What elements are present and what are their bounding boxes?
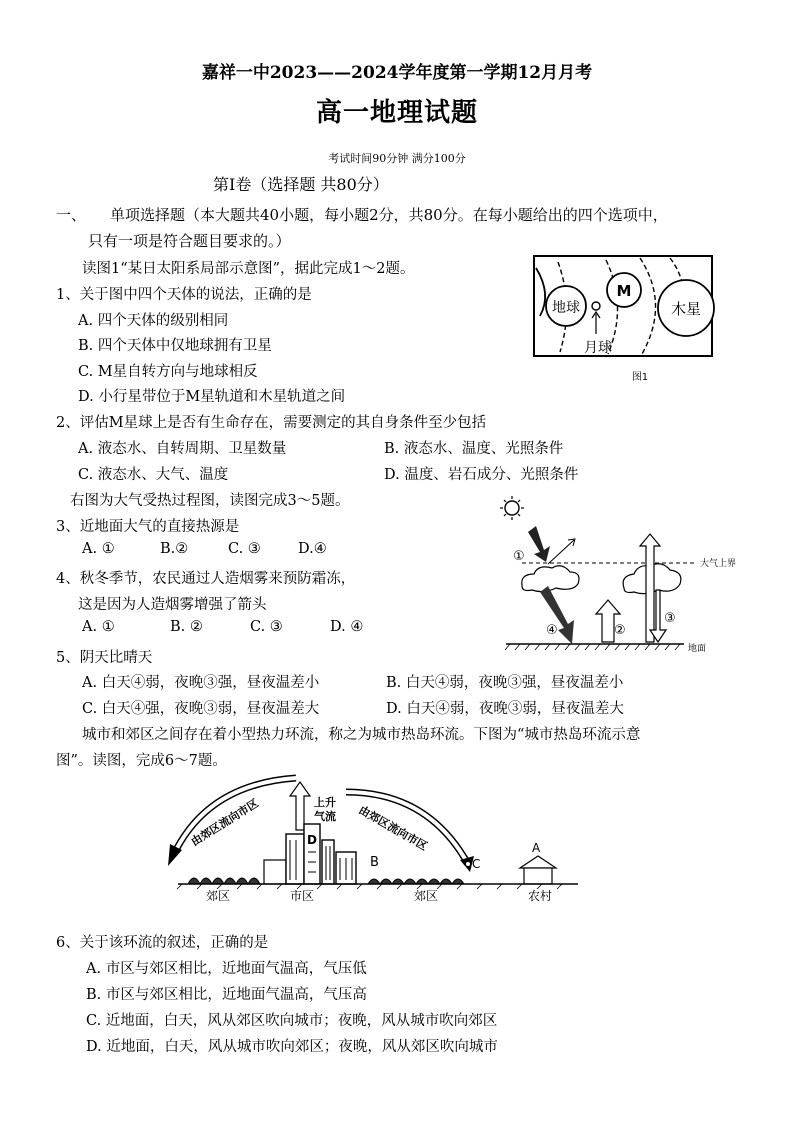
q4-option-a[interactable]: A. ① bbox=[82, 619, 115, 635]
ground-hatching bbox=[505, 644, 680, 650]
q4-stem-line2: 这是因为人造烟雾增强了箭头 bbox=[78, 597, 267, 613]
q1-option-a[interactable]: A. 四个天体的级别相同 bbox=[78, 313, 229, 329]
cloud-left bbox=[522, 566, 579, 592]
q4-option-b[interactable]: B. ② bbox=[170, 619, 203, 635]
label-b: B bbox=[370, 855, 379, 870]
label-suburb-left: 郊区 bbox=[206, 889, 231, 902]
q3-stem: 3、近地面大气的直接热源是 bbox=[56, 519, 240, 535]
label-a: A bbox=[532, 841, 541, 855]
q4-option-d[interactable]: D. ④ bbox=[330, 619, 364, 635]
q3-option-b[interactable]: B.② bbox=[160, 541, 189, 557]
building-2 bbox=[286, 834, 304, 884]
intro-fig3-line2: 图”。读图，完成6～7题。 bbox=[56, 753, 227, 769]
building-1 bbox=[264, 860, 286, 884]
label-2: ② bbox=[614, 623, 626, 638]
exam-info: 考试时间90分钟 满分100分 bbox=[328, 152, 466, 165]
q2-stem: 2、评估M星球上是否有生命存在，需要测定的其自身条件至少包括 bbox=[56, 415, 487, 431]
updraft-label-2: 气流 bbox=[314, 810, 336, 823]
ground-label: 地面 bbox=[688, 644, 707, 654]
section-title: 第Ⅰ卷（选择题 共80分） bbox=[213, 175, 389, 194]
q2-option-d[interactable]: D. 温度、岩石成分、光照条件 bbox=[384, 467, 579, 483]
q1-option-c[interactable]: C. M星自转方向与地球相反 bbox=[78, 364, 258, 380]
page-title: 高一地理试题 bbox=[315, 98, 478, 128]
q6-option-a[interactable]: A. 市区与郊区相比，近地面气温高，气压低 bbox=[86, 961, 367, 977]
q5-option-d[interactable]: D. 白天④弱，夜晚③弱，昼夜温差大 bbox=[386, 701, 624, 717]
solar-radiation-arrow bbox=[528, 526, 550, 562]
village-house-roof bbox=[520, 856, 556, 868]
right-flow-label: 由郊区流向市区 bbox=[356, 803, 430, 854]
label-suburb-right: 郊区 bbox=[414, 889, 439, 902]
figure-1-solar-system bbox=[530, 254, 720, 384]
q5-option-b[interactable]: B. 白天④弱，夜晚③强，昼夜温差小 bbox=[386, 675, 624, 691]
q1-option-b[interactable]: B. 四个天体中仅地球拥有卫星 bbox=[78, 338, 272, 354]
left-flow-label: 由郊区流向市区 bbox=[188, 796, 261, 849]
part-instruction-line1: 单项选择题（本大题共40小题，每小题2分，共80分。在每小题给出的四个选项中， bbox=[110, 206, 668, 224]
updraft-label-1: 上升 bbox=[314, 796, 336, 809]
q6-option-c[interactable]: C. 近地面，白天，风从郊区吹向城市；夜晚，风从城市吹向郊区 bbox=[86, 1013, 498, 1029]
point-c bbox=[466, 862, 471, 867]
intro-fig3-line1: 城市和郊区之间存在着小型热力环流，称之为城市热岛环流。下图为“城市热岛环流示意 bbox=[82, 727, 641, 743]
label-3: ③ bbox=[664, 611, 676, 626]
vegetation-left bbox=[188, 878, 260, 884]
reflection-arrow-line bbox=[548, 540, 574, 564]
label-c: C bbox=[472, 857, 481, 871]
q1-stem: 1、关于图中四个天体的说法，正确的是 bbox=[56, 287, 312, 303]
jupiter-label: 木星 bbox=[670, 300, 702, 318]
q5-stem: 5、阴天比晴天 bbox=[56, 650, 153, 666]
part-number: 一、 bbox=[56, 206, 87, 224]
part-instruction-line2: 只有一项是符合题目要求的。） bbox=[88, 232, 291, 250]
q5-option-c[interactable]: C. 白天④强，夜晚③弱，昼夜温差大 bbox=[82, 701, 320, 717]
m-planet-label: M bbox=[616, 282, 632, 300]
q2-option-a[interactable]: A. 液态水、自转周期、卫星数量 bbox=[78, 441, 287, 457]
q3-option-a[interactable]: A. ① bbox=[82, 541, 115, 557]
label-village: 农村 bbox=[528, 889, 553, 902]
earth-label: 地球 bbox=[552, 300, 580, 316]
q6-option-b[interactable]: B. 市区与郊区相比，近地面气温高，气压高 bbox=[86, 987, 367, 1003]
exam-header: 嘉祥一中2023——2024学年度第一学期12月月考 bbox=[201, 63, 593, 83]
intro-fig2: 右图为大气受热过程图，读图完成3～5题。 bbox=[70, 493, 350, 509]
moon-circle bbox=[592, 302, 600, 310]
q5-option-a[interactable]: A. 白天④弱，夜晚③强，昼夜温差小 bbox=[82, 675, 320, 691]
moon-label: 月球 bbox=[584, 340, 612, 356]
label-1: ① bbox=[513, 549, 525, 564]
atmosphere-top-label: 大气上界 bbox=[700, 559, 737, 569]
q4-stem-line1: 4、秋冬季节，农民通过人造烟雾来预防霜冻， bbox=[56, 571, 356, 587]
sun-icon bbox=[500, 496, 524, 520]
q4-option-c[interactable]: C. ③ bbox=[250, 619, 283, 635]
intro-fig1: 读图1“某日太阳系局部示意图”，据此完成1～2题。 bbox=[82, 261, 415, 277]
village-house-body bbox=[524, 868, 552, 884]
q6-stem: 6、关于该环流的叙述，正确的是 bbox=[56, 935, 269, 951]
q1-option-d[interactable]: D. 小行星带位于M星轨道和木星轨道之间 bbox=[78, 389, 346, 405]
updraft-arrow bbox=[290, 782, 310, 830]
q3-option-c[interactable]: C. ③ bbox=[228, 541, 261, 557]
figure-1-caption: 图1 bbox=[631, 372, 649, 383]
q3-option-d[interactable]: D.④ bbox=[298, 541, 327, 557]
label-city: 市区 bbox=[290, 889, 315, 902]
figure-3-heat-island bbox=[168, 772, 588, 902]
q6-option-d[interactable]: D. 近地面，白天，风从城市吹向郊区；夜晚，风从郊区吹向城市 bbox=[86, 1039, 498, 1055]
q2-option-b[interactable]: B. 液态水、温度、光照条件 bbox=[384, 441, 564, 457]
label-4: ④ bbox=[546, 623, 558, 638]
figure-2-atmosphere-heating bbox=[500, 494, 740, 658]
q2-option-c[interactable]: C. 液态水、大气、温度 bbox=[78, 467, 229, 483]
label-d: D bbox=[307, 833, 317, 847]
building-4 bbox=[322, 840, 334, 884]
